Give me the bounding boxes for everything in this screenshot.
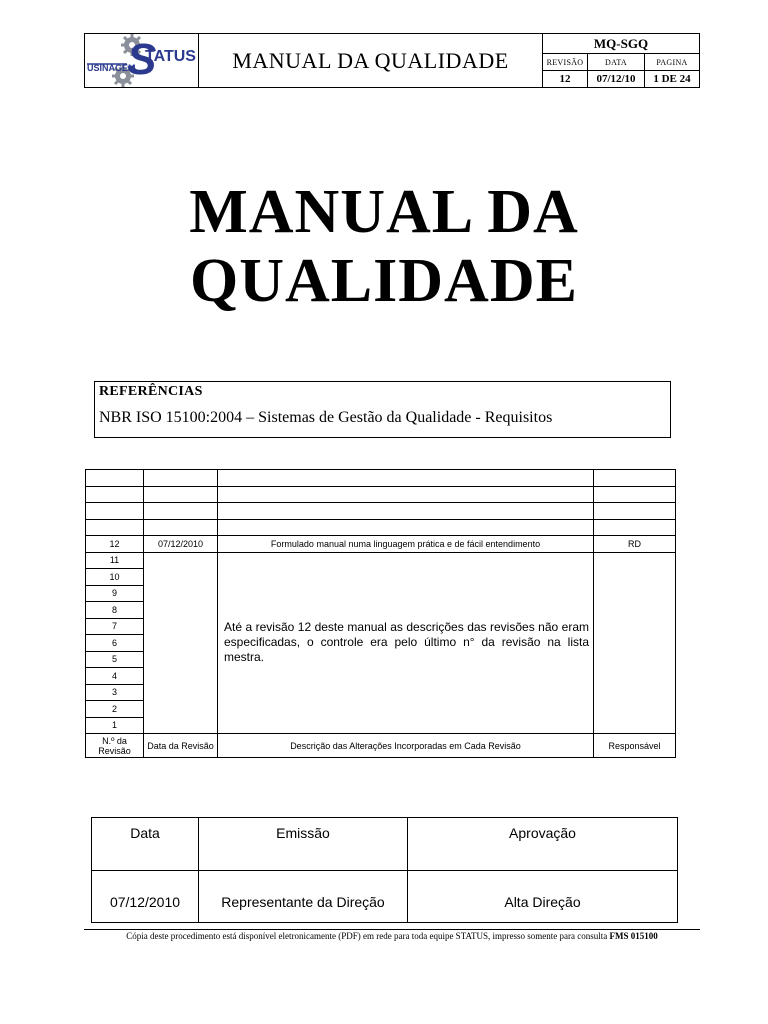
header-meta-values — [543, 71, 699, 87]
revision-number: 1 — [86, 717, 144, 734]
revision-number: 9 — [86, 585, 144, 602]
approval-date-header: Data — [92, 818, 199, 871]
revision-responsible: RD — [594, 536, 676, 553]
revision-date: 07/12/2010 — [144, 536, 218, 553]
references-text: NBR ISO 15100:2004 – Sistemas de Gestão da Qualidade - Requisitos — [99, 409, 553, 426]
table-row — [86, 486, 676, 503]
logo-usinagem: USINAGEM — [87, 63, 136, 73]
revision-date-merged — [144, 552, 218, 734]
revision-number: 5 — [86, 651, 144, 668]
approval-table — [91, 817, 678, 923]
table-row-revision-12 — [86, 536, 676, 553]
company-logo — [85, 34, 199, 87]
main-title-line-1: MANUAL DA — [189, 178, 579, 246]
approval-date-value: 07/12/2010 — [92, 871, 199, 923]
footer-form-code: FMS 015100 — [609, 931, 658, 941]
revision-value: 12 — [543, 71, 588, 87]
revision-number: 10 — [86, 569, 144, 586]
revision-label: REVISÃO — [543, 54, 588, 70]
approval-approval-header: Aprovação — [408, 818, 678, 871]
date-value: 07/12/10 — [588, 71, 645, 87]
header-meta-labels — [543, 54, 699, 71]
table-row — [86, 470, 676, 487]
revision-number: 2 — [86, 701, 144, 718]
revision-number: 12 — [86, 536, 144, 553]
col-header-description: Descrição das Alterações Incorporadas em Cada Revisão — [218, 734, 594, 758]
header-meta — [543, 34, 699, 87]
logo-graphic — [85, 34, 197, 87]
revision-number: 4 — [86, 668, 144, 685]
references-label: REFERÊNCIAS — [99, 384, 203, 399]
table-row — [86, 519, 676, 536]
approval-issue-value: Representante da Direção — [199, 871, 408, 923]
document-header — [84, 33, 700, 88]
main-title-line-2: QUALIDADE — [190, 247, 578, 315]
footer-text: Cópia deste procedimento está disponível eletronicamente (PDF) em rede para toda equipe STATUS, impresso somente para consulta — [126, 931, 608, 941]
revision-description: Formulado manual numa linguagem prática e de fácil entendimento — [218, 536, 594, 553]
col-header-responsible: Responsável — [594, 734, 676, 758]
revision-table — [85, 469, 676, 758]
table-footer-row — [86, 734, 676, 758]
approval-header-row — [92, 818, 678, 871]
older-revisions-description: Até a revisão 12 deste manual as descrições das revisões não eram especificadas, o controle era pelo último n° da revisão na lista mestra. — [218, 552, 594, 734]
revision-number: 8 — [86, 602, 144, 619]
logo-s: S — [127, 35, 157, 84]
approval-value-row — [92, 871, 678, 923]
revision-number: 7 — [86, 618, 144, 635]
table-row — [86, 552, 676, 569]
revision-number: 11 — [86, 552, 144, 569]
date-label: DATA — [588, 54, 645, 70]
footer-divider — [84, 929, 700, 930]
approval-approval-value: Alta Direção — [408, 871, 678, 923]
header-title: MANUAL DA QUALIDADE — [199, 34, 543, 87]
page-label: PAGINA — [656, 57, 688, 67]
revision-responsible-merged — [594, 552, 676, 734]
logo-status: TATUS — [145, 48, 196, 65]
table-row — [86, 503, 676, 520]
page-footer — [84, 931, 700, 941]
page-value: 1 DE 24 — [653, 73, 691, 85]
revision-number: 3 — [86, 684, 144, 701]
main-title — [0, 178, 768, 316]
references-box — [94, 381, 671, 438]
doc-code: MQ-SGQ — [543, 34, 699, 54]
col-header-date: Data da Revisão — [144, 734, 218, 758]
approval-issue-header: Emissão — [199, 818, 408, 871]
revision-number: 6 — [86, 635, 144, 652]
col-header-number: N.º da Revisão — [86, 734, 144, 758]
